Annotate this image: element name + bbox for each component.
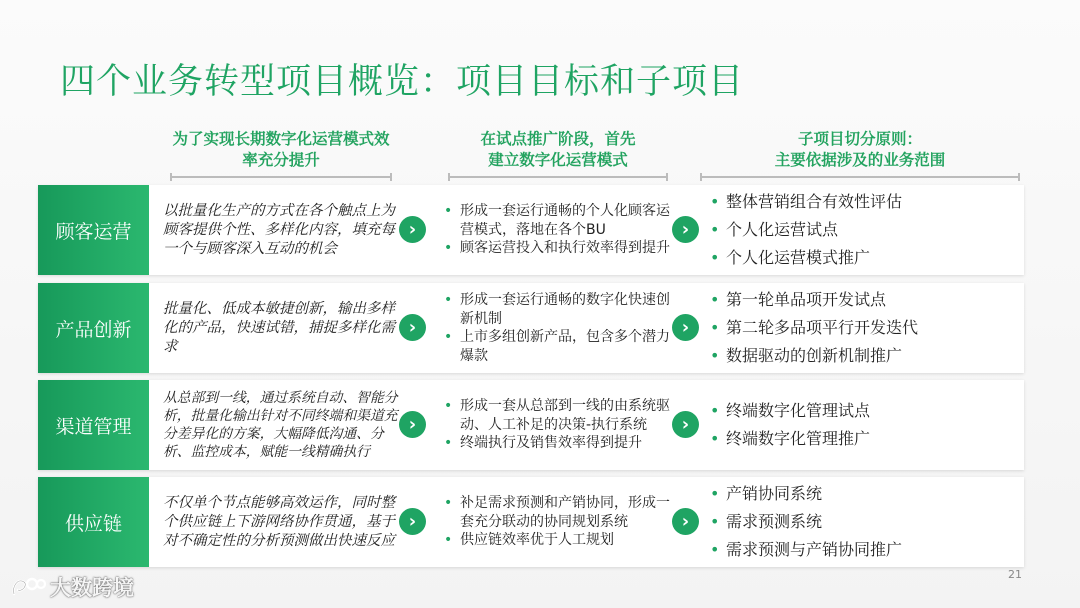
row-label: 渠道管理 — [38, 380, 149, 470]
chevron-right-icon: › — [399, 216, 426, 243]
watermark-text: 大数跨境 — [50, 576, 134, 600]
row-goal-text: 从总部到一线，通过系统自动、智能分析，批量化输出针对不同终端和渠道充分差异化的方案，大幅降低沟通、分析、监控成本，赋能一线精确执行 — [163, 390, 398, 460]
list-item: • 供应链效率优于人工规划 — [444, 531, 670, 550]
chevron-right-icon: › — [672, 508, 699, 535]
table-row — [38, 283, 1024, 373]
row-label: 供应链 — [38, 477, 149, 567]
table-row — [38, 185, 1024, 275]
column-header-subprojects — [700, 129, 1020, 181]
row-goal-text: 以批量化生产的方式在各个触点上为顾客提供个性、多样化内容，填充每一个与顾客深入互动的机会 — [163, 202, 395, 257]
row-subprojects-cell — [710, 185, 1010, 275]
page-number: 21 — [1008, 568, 1022, 581]
chevron-right-icon: › — [399, 314, 426, 341]
table-row — [38, 477, 1024, 567]
list-item: • 顾客运营投入和执行效率得到提升 — [444, 239, 670, 258]
column-header-goal — [150, 129, 412, 181]
row-mode-cell — [444, 477, 670, 567]
list-item: • 产销协同系统 — [710, 480, 902, 508]
list-item: • 上市多组创新产品，包含多个潜力爆款 — [444, 328, 670, 365]
list-item: • 形成一套运行通畅的个人化顾客运营模式，落地在各个BU — [444, 202, 670, 239]
chevron-right-icon: › — [672, 314, 699, 341]
list-item: • 数据驱动的创新机制推广 — [710, 342, 918, 370]
chevron-right-icon: › — [399, 508, 426, 535]
row-mode-cell — [444, 185, 670, 275]
chevron-right-icon: › — [672, 411, 699, 438]
row-mode-cell — [444, 283, 670, 373]
bracket-divider — [170, 176, 392, 178]
row-mode-cell — [444, 380, 670, 470]
list-item: • 形成一套运行通畅的数字化快速创新机制 — [444, 291, 670, 328]
row-goal-text: 不仅单个节点能够高效运作，同时整个供应链上下游网络协作贯通，基于对不确定性的分析预测做出快速反应 — [163, 494, 395, 549]
watermark — [10, 572, 134, 602]
slide-title: 四个业务转型项目概览：项目目标和子项目 — [60, 62, 745, 102]
column-header-line: 率充分提升 — [242, 151, 320, 169]
list-item: • 补足需求预测和产销协同，形成一套充分联动的协同规划系统 — [444, 494, 670, 531]
bracket-divider — [448, 176, 668, 178]
list-item: • 第二轮多品项平行开发迭代 — [710, 314, 918, 342]
column-header-line: 在试点推广阶段，首先 — [480, 130, 636, 148]
column-header-line: 建立数字化运营模式 — [488, 151, 628, 169]
list-item: • 终端数字化管理试点 — [710, 397, 870, 425]
list-item: • 整体营销组合有效性评估 — [710, 188, 902, 216]
list-item: • 形成一套从总部到一线的由系统驱动、人工补足的决策-执行系统 — [444, 397, 670, 434]
row-label: 顾客运营 — [38, 185, 149, 275]
bracket-divider — [700, 176, 1020, 178]
row-subprojects-cell — [710, 477, 1010, 567]
list-item: • 终端数字化管理推广 — [710, 425, 870, 453]
watermark-logo-icon — [10, 574, 46, 600]
row-subprojects-cell — [710, 380, 1010, 470]
row-goal-text: 批量化、低成本敏捷创新，输出多样化的产品，快速试错，捕捉多样化需求 — [163, 300, 395, 355]
list-item: • 第一轮单品项开发试点 — [710, 286, 918, 314]
column-header-line: 主要依据涉及的业务范围 — [774, 151, 946, 169]
list-item: • 终端执行及销售效率得到提升 — [444, 434, 670, 453]
row-label: 产品创新 — [38, 283, 149, 373]
row-subprojects-cell — [710, 283, 1010, 373]
list-item: • 需求预测系统 — [710, 508, 902, 536]
column-header-mode — [448, 129, 668, 181]
column-header-line: 子项目切分原则： — [797, 130, 922, 148]
chevron-right-icon: › — [672, 216, 699, 243]
table-row — [38, 380, 1024, 470]
list-item: • 需求预测与产销协同推广 — [710, 536, 902, 564]
list-item: • 个人化运营模式推广 — [710, 244, 902, 272]
chevron-right-icon: › — [399, 411, 426, 438]
column-header-line: 为了实现长期数字化运营模式效 — [172, 130, 390, 148]
list-item: • 个人化运营试点 — [710, 216, 902, 244]
